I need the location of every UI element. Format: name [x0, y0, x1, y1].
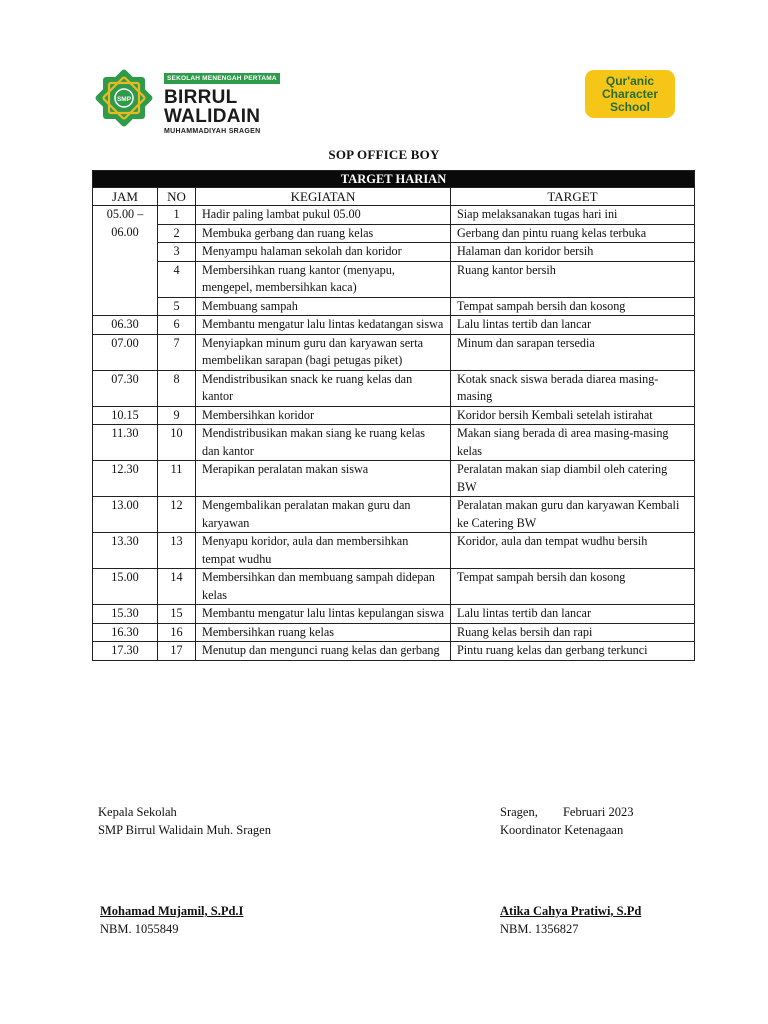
header-jam: JAM — [93, 188, 158, 206]
table-row — [93, 497, 695, 533]
cell-jam: 11.30 — [93, 425, 158, 461]
signature-right-name-block — [500, 902, 641, 938]
table-row — [93, 316, 695, 335]
cell-target: Ruang kelas bersih dan rapi — [451, 623, 695, 642]
cell-kegiatan: Hadir paling lambat pukul 05.00 — [196, 206, 451, 225]
quranic-character-badge — [585, 70, 675, 118]
cell-target: Gerbang dan pintu ruang kelas terbuka — [451, 224, 695, 243]
table-row — [93, 533, 695, 569]
cell-kegiatan: Membuang sampah — [196, 297, 451, 316]
school-level-banner: SEKOLAH MENENGAH PERTAMA — [164, 73, 280, 84]
cell-jam: 16.30 — [93, 623, 158, 642]
cell-no: 8 — [158, 370, 196, 406]
cell-jam: 17.30 — [93, 642, 158, 661]
signer-right-nbm: NBM. 1356827 — [500, 922, 579, 936]
header-target: TARGET — [451, 188, 695, 206]
table-row — [93, 623, 695, 642]
signer-left-nbm: NBM. 1055849 — [100, 922, 179, 936]
signature-left — [98, 803, 271, 839]
table-body — [93, 206, 695, 661]
badge-line2: Character — [601, 87, 659, 101]
cell-no: 9 — [158, 406, 196, 425]
cell-jam: 12.30 — [93, 461, 158, 497]
table-banner-row — [93, 171, 695, 188]
document-title: SOP OFFICE BOY — [328, 147, 440, 162]
cell-kegiatan: Membantu mengatur lalu lintas kedatangan siswa — [196, 316, 451, 335]
cell-target: Tempat sampah bersih dan kosong — [451, 569, 695, 605]
cell-no: 4 — [158, 261, 196, 297]
school-name-line1: BIRRUL — [164, 87, 238, 108]
emblem-text: SMP — [116, 96, 132, 103]
cell-jam: 15.30 — [93, 605, 158, 624]
cell-no: 16 — [158, 623, 196, 642]
signer-left-name: Mohamad Mujamil, S.Pd.I — [100, 904, 244, 918]
cell-target: Minum dan sarapan tersedia — [451, 334, 695, 370]
cell-no: 12 — [158, 497, 196, 533]
cell-jam: 10.15 — [93, 406, 158, 425]
cell-no: 17 — [158, 642, 196, 661]
signer-right-date: Februari 2023 — [562, 805, 634, 819]
cell-kegiatan: Mendistribusikan snack ke ruang kelas dan kantor — [196, 370, 451, 406]
table-row — [93, 206, 695, 225]
school-logo — [92, 66, 282, 135]
cell-target: Halaman dan koridor bersih — [451, 243, 695, 262]
cell-kegiatan: Mendistribusikan makan siang ke ruang kelas dan kantor — [196, 425, 451, 461]
cell-target: Lalu lintas tertib dan lancar — [451, 605, 695, 624]
cell-target: Lalu lintas tertib dan lancar — [451, 316, 695, 335]
cell-target: Peralatan makan siap diambil oleh catering BW — [451, 461, 695, 497]
cell-kegiatan: Menyiapkan minum guru dan karyawan serta membelikan sarapan (bagi petugas piket) — [196, 334, 451, 370]
signer-right-name: Atika Cahya Pratiwi, S.Pd — [500, 904, 642, 918]
table-banner: TARGET HARIAN — [93, 171, 695, 188]
cell-kegiatan: Membersihkan ruang kantor (menyapu, mengepel, membersihkan kaca) — [196, 261, 451, 297]
table-row — [93, 243, 695, 262]
table-row — [93, 370, 695, 406]
cell-kegiatan: Membersihkan ruang kelas — [196, 623, 451, 642]
cell-jam: 13.30 — [93, 533, 158, 569]
table-row — [93, 461, 695, 497]
cell-kegiatan: Membuka gerbang dan ruang kelas — [196, 224, 451, 243]
school-emblem-icon — [92, 66, 156, 130]
school-wordmark — [164, 67, 282, 135]
cell-no: 3 — [158, 243, 196, 262]
signer-left-role: Kepala Sekolah — [98, 805, 177, 819]
cell-no: 6 — [158, 316, 196, 335]
signer-left-org: SMP Birrul Walidain Muh. Sragen — [98, 823, 271, 837]
cell-kegiatan: Menyapu koridor, aula dan membersihkan tempat wudhu — [196, 533, 451, 569]
table-row — [93, 425, 695, 461]
cell-jam: 07.00 — [93, 334, 158, 370]
cell-jam: 07.30 — [93, 370, 158, 406]
signature-left-name-block — [100, 902, 243, 938]
cell-target: Kotak snack siswa berada diarea masing-masing — [451, 370, 695, 406]
cell-target: Siap melaksanakan tugas hari ini — [451, 206, 695, 225]
cell-jam: 15.00 — [93, 569, 158, 605]
header-no: NO — [158, 188, 196, 206]
cell-target: Tempat sampah bersih dan kosong — [451, 297, 695, 316]
badge-text — [585, 75, 675, 114]
table-row — [93, 569, 695, 605]
cell-target: Makan siang berada di area masing-masing kelas — [451, 425, 695, 461]
school-name-line2: WALIDAIN — [164, 106, 261, 127]
table-row — [93, 605, 695, 624]
cell-target: Ruang kantor bersih — [451, 261, 695, 297]
cell-no: 13 — [158, 533, 196, 569]
badge-line3: School — [609, 100, 650, 114]
cell-no: 7 — [158, 334, 196, 370]
header-kegiatan: KEGIATAN — [196, 188, 451, 206]
table-row — [93, 642, 695, 661]
cell-no: 5 — [158, 297, 196, 316]
table-row — [93, 334, 695, 370]
cell-target: Peralatan makan guru dan karyawan Kembali ke Catering BW — [451, 497, 695, 533]
cell-kegiatan: Menutup dan mengunci ruang kelas dan gerbang — [196, 642, 451, 661]
signature-right — [500, 803, 633, 839]
table-row — [93, 224, 695, 243]
cell-jam: 05.00 – 06.00 — [93, 206, 158, 316]
cell-target: Koridor bersih Kembali setelah istirahat — [451, 406, 695, 425]
cell-no: 10 — [158, 425, 196, 461]
cell-no: 2 — [158, 224, 196, 243]
badge-line1: Qur'anic — [605, 74, 655, 88]
signer-right-role: Koordinator Ketenagaan — [500, 823, 624, 837]
cell-jam: 06.30 — [93, 316, 158, 335]
school-subtitle: MUHAMMADIYAH SRAGEN — [164, 128, 261, 135]
cell-no: 15 — [158, 605, 196, 624]
cell-kegiatan: Menyampu halaman sekolah dan koridor — [196, 243, 451, 262]
table-row — [93, 261, 695, 297]
cell-kegiatan: Membersihkan koridor — [196, 406, 451, 425]
table-row — [93, 297, 695, 316]
cell-kegiatan: Membersihkan dan membuang sampah didepan kelas — [196, 569, 451, 605]
table-header-row — [93, 188, 695, 206]
cell-no: 14 — [158, 569, 196, 605]
signer-right-city: Sragen, — [500, 805, 538, 819]
signature-date-line — [500, 803, 633, 821]
table-row — [93, 406, 695, 425]
cell-no: 1 — [158, 206, 196, 225]
cell-jam: 13.00 — [93, 497, 158, 533]
cell-kegiatan: Membantu mengatur lalu lintas kepulangan siswa — [196, 605, 451, 624]
cell-target: Pintu ruang kelas dan gerbang terkunci — [451, 642, 695, 661]
cell-kegiatan: Mengembalikan peralatan makan guru dan karyawan — [196, 497, 451, 533]
cell-no: 11 — [158, 461, 196, 497]
cell-target: Koridor, aula dan tempat wudhu bersih — [451, 533, 695, 569]
sop-table — [92, 170, 695, 661]
cell-kegiatan: Merapikan peralatan makan siswa — [196, 461, 451, 497]
